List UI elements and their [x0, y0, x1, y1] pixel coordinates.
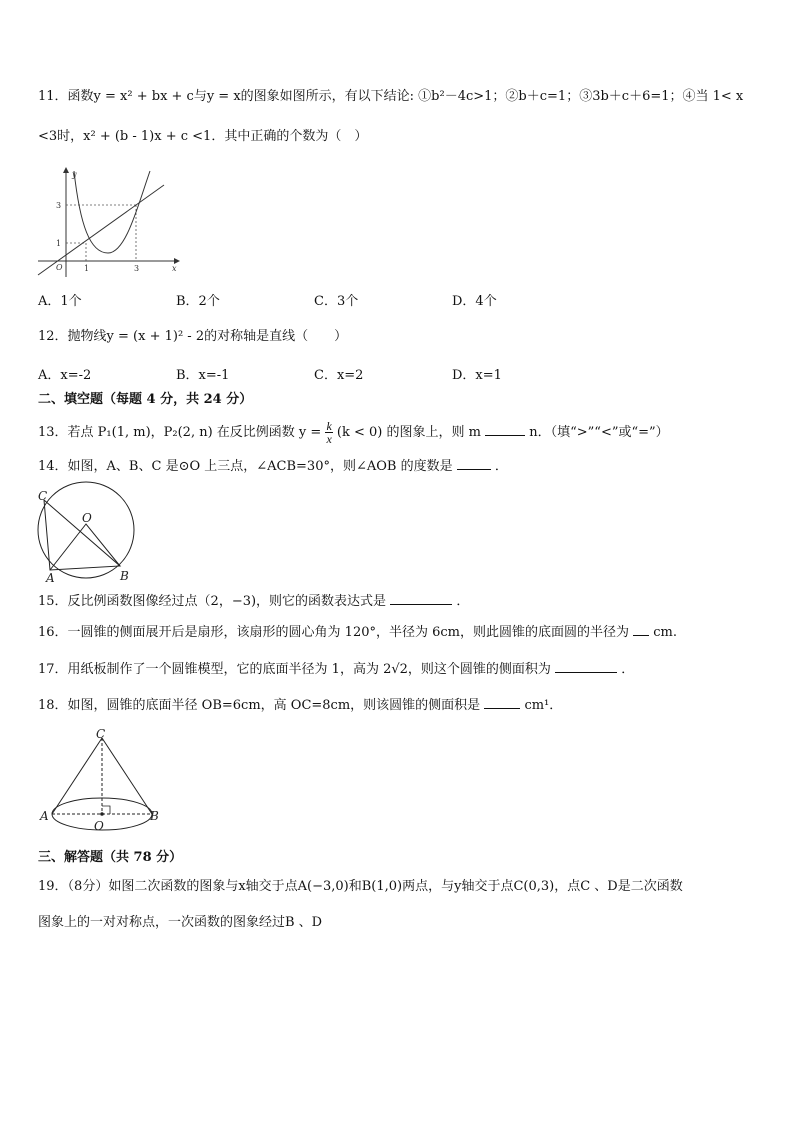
section-fill-in-title: 二、填空题（每题 4 分，共 24 分）	[38, 392, 253, 407]
q19-line2: 图象上的一对对称点，一次函数的图象经过B 、D	[38, 915, 323, 930]
q13-post: (k < 0) 的图象上，则 m	[336, 425, 481, 440]
q16-answer-blank[interactable]	[633, 623, 649, 636]
q13-pre: 13．若点 P₁(1, m)，P₂(2, n) 在反比例函数 y =	[38, 425, 322, 440]
q11-tick-x1: 1	[84, 264, 90, 273]
q11-origin-label: O	[56, 263, 63, 272]
q18-label-b: B	[150, 809, 159, 823]
q13-tail: n．（填“>”“<”或“=”）	[529, 425, 669, 440]
q14-text: 14．如图，A、B、C 是⊙O 上三点，∠ACB=30°，则∠AOB 的度数是	[38, 459, 453, 474]
q11-line2: <3时，x² + (b - 1)x + c <1．其中正确的个数为（ ）	[38, 129, 368, 144]
q12-option-d[interactable]: D．x=1	[452, 368, 502, 383]
q12-option-c[interactable]: C．x=2	[314, 368, 364, 383]
q11-tick-y1: 1	[56, 239, 62, 248]
q16-end: cm.	[653, 625, 678, 640]
q17-end: ．	[621, 662, 635, 677]
q15-answer-blank[interactable]	[390, 592, 452, 605]
q14-circle-figure	[34, 486, 144, 586]
q18-cone-figure	[38, 727, 168, 835]
q13-answer-blank[interactable]	[485, 423, 525, 436]
q14-line	[38, 457, 508, 476]
q17-answer-blank[interactable]	[555, 660, 617, 673]
q16-text: 16．一圆锥的侧面展开后是扇形，该扇形的圆心角为 120°，半径为 6cm，则此圆锥的底面圆的半径为	[38, 625, 629, 640]
q13-frac-num: k	[326, 419, 332, 433]
q15-end: ．	[456, 594, 470, 609]
q11-option-a[interactable]: A．1个	[38, 294, 82, 309]
q18-end: cm¹．	[524, 698, 563, 713]
q11-tick-x3: 3	[134, 264, 140, 273]
q18-line	[38, 696, 562, 715]
q18-label-o: O	[94, 819, 104, 833]
section-solve-title: 三、解答题（共 78 分）	[38, 850, 183, 865]
q18-text: 18．如图，圆锥的底面半径 OB=6cm，高 OC=8cm，则该圆锥的侧面积是	[38, 698, 481, 713]
q15-line	[38, 592, 469, 611]
q18-label-c: C	[96, 727, 106, 741]
q12-option-a[interactable]: A．x=-2	[38, 368, 92, 383]
q17-line	[38, 660, 634, 679]
q14-label-b: B	[120, 569, 129, 583]
q19-line1: 19．（8分）如图二次函数的图象与x轴交于点A(−3,0)和B(1,0)两点，与y轴交于点C(0,3)，点C 、D是二次函数	[38, 879, 683, 894]
q18-label-a: A	[40, 809, 49, 823]
q11-option-c[interactable]: C．3个	[314, 294, 359, 309]
q18-answer-blank[interactable]	[484, 696, 520, 709]
q14-label-o: O	[82, 511, 92, 525]
q11-line1: 11．函数y = x² + bx + c与y = x的图象如图所示，有以下结论: ①b²－4c>1；②b＋c=1；③3b＋c＋6=1；④当 1< x	[38, 89, 744, 104]
q14-label-a: A	[46, 571, 55, 585]
q12-option-b[interactable]: B．x=-1	[176, 368, 230, 383]
q14-label-c: C	[38, 489, 48, 503]
q16-line	[38, 623, 677, 642]
q17-text: 17．用纸板制作了一个圆锥模型，它的底面半径为 1，高为 2√2，则这个圆锥的侧面积为	[38, 662, 551, 677]
q11-option-d[interactable]: D．4个	[452, 294, 497, 309]
q15-text: 15．反比例函数图像经过点（2，−3)，则它的函数表达式是	[38, 594, 387, 609]
q12-text: 12．抛物线y = (x + 1)² - 2的对称轴是直线（ ）	[38, 329, 348, 344]
q11-y-label: y	[72, 170, 77, 179]
q13-frac-den: x	[326, 432, 332, 446]
q11-graph	[34, 165, 184, 280]
q14-end: ．	[494, 459, 508, 474]
q14-answer-blank[interactable]	[457, 457, 491, 470]
q13-line	[38, 420, 669, 445]
q13-fraction	[325, 420, 332, 445]
q11-x-label: x	[172, 264, 177, 273]
q11-tick-y3: 3	[56, 201, 62, 210]
q11-option-b[interactable]: B．2个	[176, 294, 220, 309]
